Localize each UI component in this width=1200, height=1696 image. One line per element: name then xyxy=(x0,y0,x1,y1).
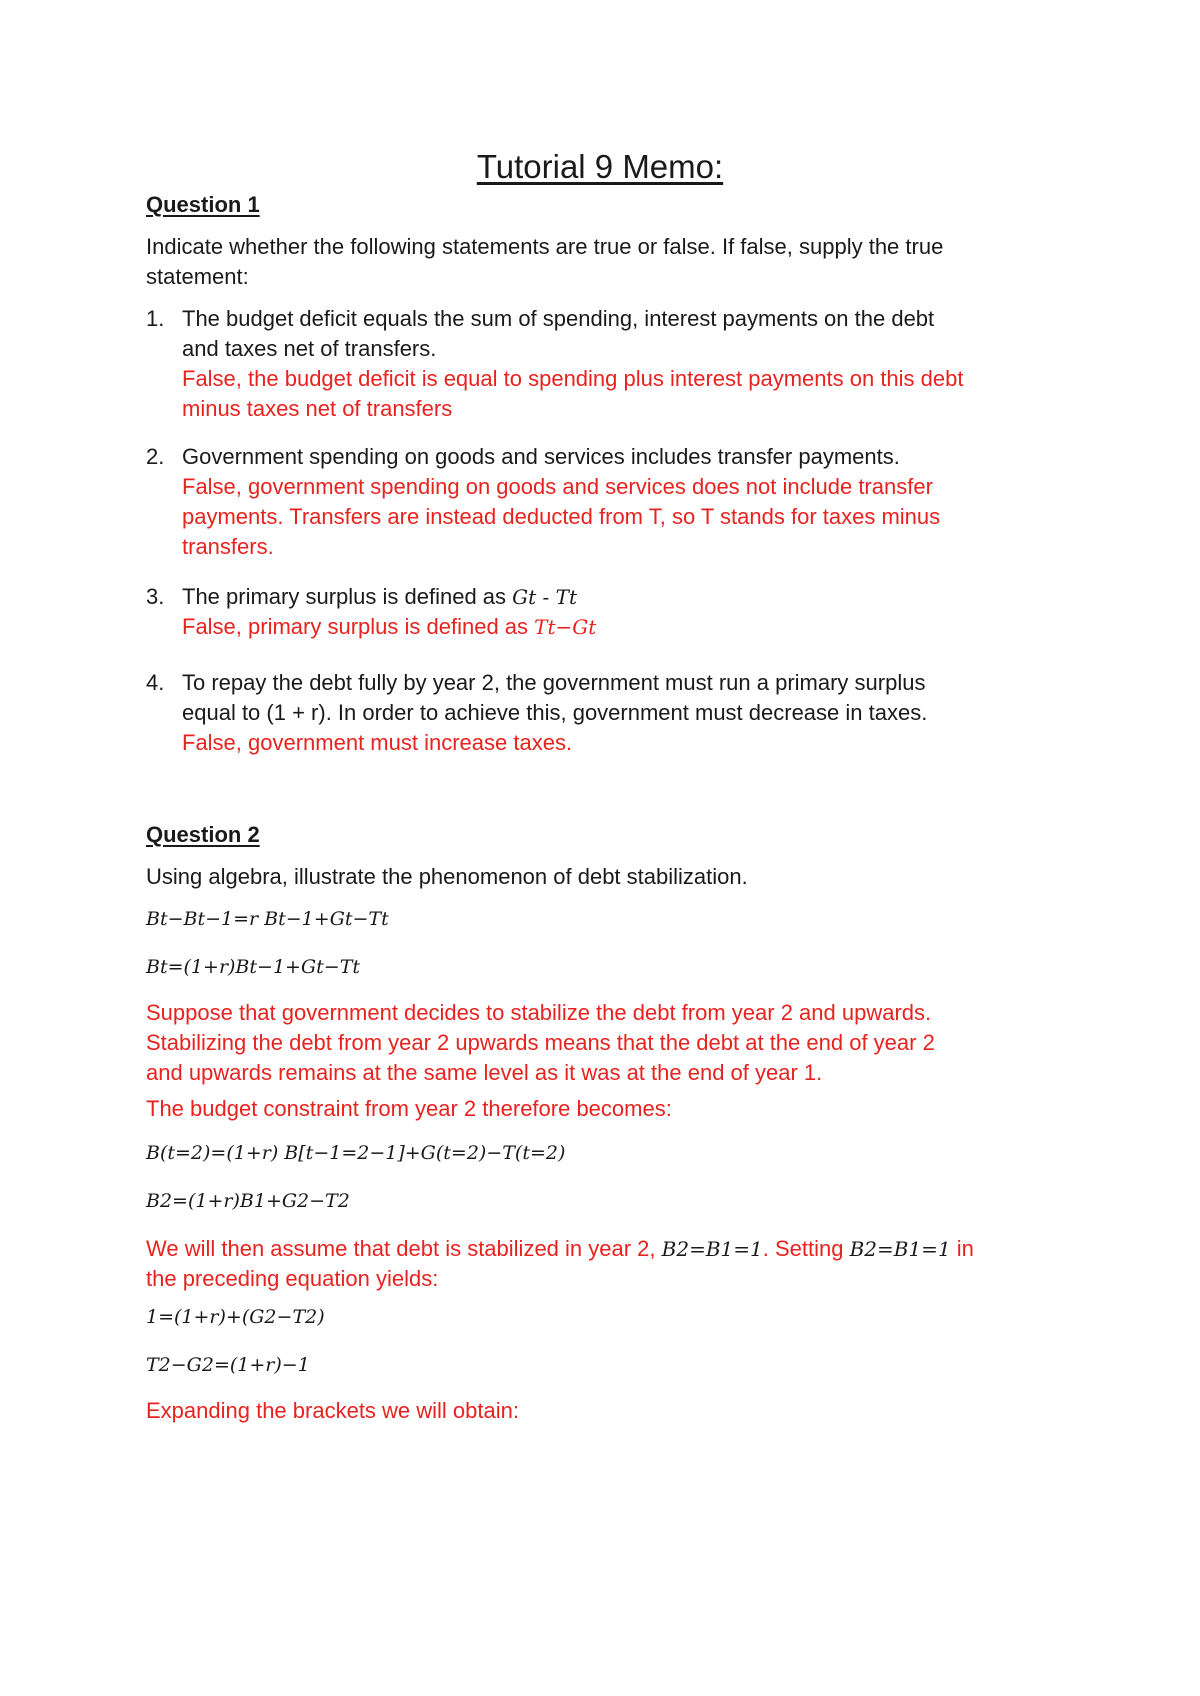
answer-text: False, government must increase taxes. xyxy=(182,730,573,755)
question-2-instructions: Using algebra, illustrate the phenomenon of debt stabilization. xyxy=(146,864,748,889)
answer-text xyxy=(182,612,1082,642)
math-expression: B2=B1=1 xyxy=(661,1237,763,1261)
math-expression: Tt−Gt xyxy=(534,615,597,639)
statement-text: Government spending on goods and services includes transfer payments. xyxy=(182,444,900,469)
question-1-heading: Question 1 xyxy=(146,192,260,217)
equation-6: T2−G2=(1+r)−1 xyxy=(146,1354,310,1376)
item-number: 1. xyxy=(146,306,165,331)
math-expression: Gt - Tt xyxy=(512,585,578,609)
paragraph-line: and upwards remains at the same level as it was at the end of year 1. xyxy=(146,1060,823,1085)
question-2-heading: Question 2 xyxy=(146,822,260,847)
stabilization-explanation xyxy=(146,998,1066,1088)
statement-text: and taxes net of transfers. xyxy=(182,336,437,361)
instructions-line: statement: xyxy=(146,264,249,289)
equation-4: B2=(1+r)B1+G2−T2 xyxy=(146,1190,350,1212)
paragraph-line xyxy=(146,1234,1066,1264)
item-number: 4. xyxy=(146,670,165,695)
equation-3: B(t=2)=(1+r) B[t−1=2−1]+G(t=2)−T(t=2) xyxy=(146,1142,566,1164)
answer-text: payments. Transfers are instead deducted from T, so T stands for taxes minus xyxy=(182,504,941,529)
statement-text: To repay the debt fully by year 2, the government must run a primary surplus xyxy=(182,670,926,695)
statement-text-part: The primary surplus is defined as xyxy=(182,584,507,609)
expanding-brackets-text: Expanding the brackets we will obtain: xyxy=(146,1398,519,1423)
budget-constraint-intro: The budget constraint from year 2 therefore becomes: xyxy=(146,1096,672,1121)
math-expression: B2=B1=1 xyxy=(849,1237,951,1261)
text-part: . Setting xyxy=(762,1236,844,1261)
answer-text-part: False, primary surplus is defined as xyxy=(182,614,529,639)
question-1-instructions xyxy=(146,232,1066,292)
instructions-line: Indicate whether the following statements are true or false. If false, supply the true xyxy=(146,234,944,259)
stabilization-assumption xyxy=(146,1234,1066,1294)
answer-text: False, government spending on goods and services does not include transfer xyxy=(182,474,933,499)
text-part: We will then assume that debt is stabilized in year 2, xyxy=(146,1236,656,1261)
equation-2: Bt=(1+r)Bt−1+Gt−Tt xyxy=(146,956,361,978)
equation-5: 1=(1+r)+(G2−T2) xyxy=(146,1306,325,1328)
answer-text: transfers. xyxy=(182,534,274,559)
page-title: Tutorial 9 Memo: xyxy=(476,148,724,185)
paragraph-line: Stabilizing the debt from year 2 upwards means that the debt at the end of year 2 xyxy=(146,1030,935,1055)
equation-1: Bt−Bt−1=r Bt−1+Gt−Tt xyxy=(146,908,389,930)
answer-text: False, the budget deficit is equal to spending plus interest payments on this debt xyxy=(182,366,964,391)
answer-text: minus taxes net of transfers xyxy=(182,396,453,421)
paragraph-line: the preceding equation yields: xyxy=(146,1266,439,1291)
item-number: 3. xyxy=(146,584,165,609)
item-number: 2. xyxy=(146,444,165,469)
statement-text: equal to (1 + r). In order to achieve this, government must decrease in taxes. xyxy=(182,700,928,725)
text-part: in xyxy=(956,1236,974,1261)
statement-text xyxy=(182,582,1082,612)
paragraph-line: Suppose that government decides to stabilize the debt from year 2 and upwards. xyxy=(146,1000,932,1025)
statement-text: The budget deficit equals the sum of spending, interest payments on the debt xyxy=(182,306,935,331)
